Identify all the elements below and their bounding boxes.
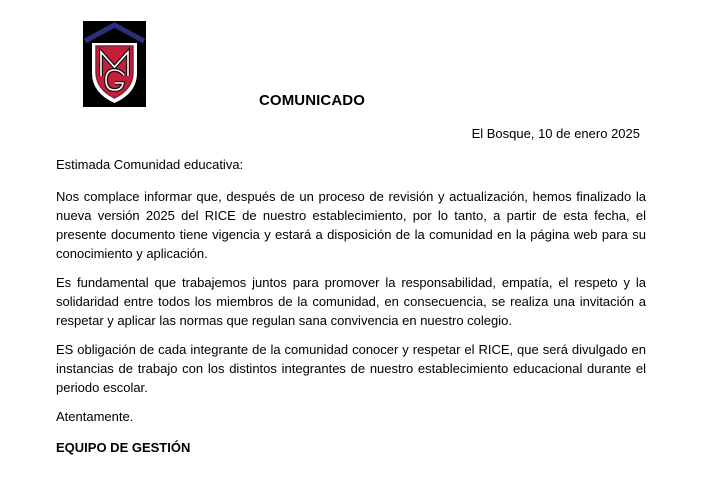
closing: Atentamente. xyxy=(56,409,134,424)
date-line: El Bosque, 10 de enero 2025 xyxy=(471,126,640,141)
letter-body xyxy=(56,155,646,467)
document-title: COMUNICADO xyxy=(259,92,365,109)
signature: EQUIPO DE GESTIÓN xyxy=(56,440,191,455)
paragraph-rice-update: Nos complace informar que, después de un proceso de revisión y actualización, hemos finalizado la nueva versión 2025 del RICE de nuestro establecimiento, por lo tanto, a partir de esta fecha, el presente documento tiene vigencia y estará a disposición de la comunidad en la página web para su conocimiento y aplicación. xyxy=(56,189,646,261)
paragraph-obligation: ES obligación de cada integrante de la comunidad conocer y respetar el RICE, que será divulgado en instancias de trabajo con los distintos integrantes de nuestro establecimiento educacional durante el periodo escolar. xyxy=(56,342,646,395)
paragraph-values: Es fundamental que trabajemos juntos para promover la responsabilidad, empatía, el respeto y la solidaridad entre todos los miembros de la comunidad, en consecuencia, se realiza una invitación a respetar y aplicar las normas que regulan sana convivencia en nuestro colegio. xyxy=(56,275,646,328)
salutation: Estimada Comunidad educativa: xyxy=(56,157,244,172)
